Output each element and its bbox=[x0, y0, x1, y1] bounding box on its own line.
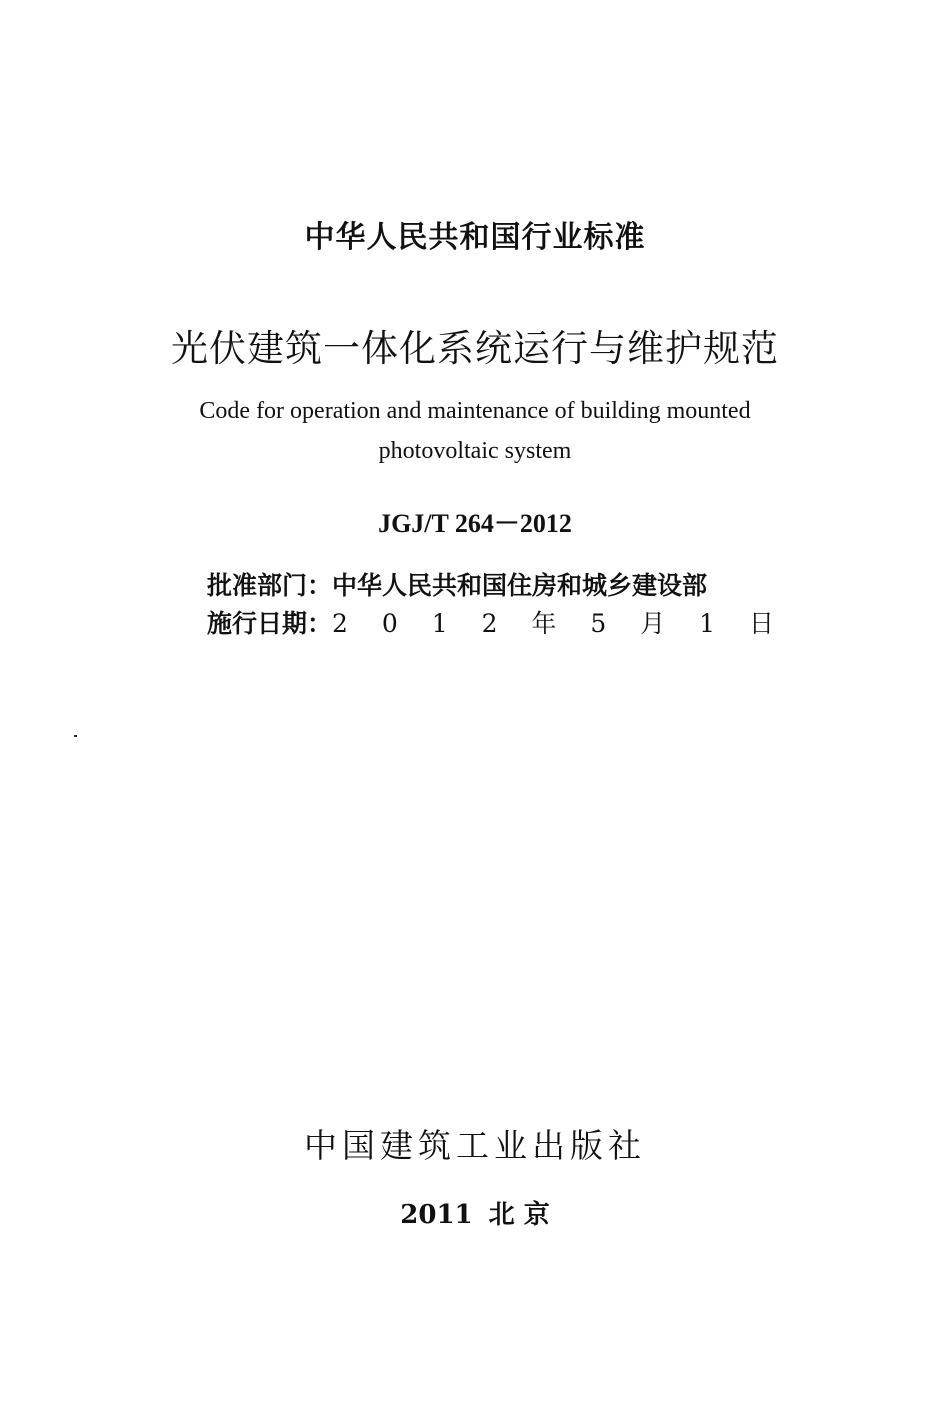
publication-city: 北 京 bbox=[488, 1200, 550, 1230]
standard-series: 中华人民共和国行业标准 bbox=[304, 220, 646, 255]
publication-line bbox=[0, 1194, 950, 1231]
speck-mark bbox=[74, 735, 77, 737]
approval-label: 批准部门： bbox=[207, 571, 333, 600]
effective-date-row bbox=[207, 604, 787, 638]
title-chinese: 光伏建筑一体化系统运行与维护规范 bbox=[171, 327, 779, 370]
title-english-line-2: photovoltaic system bbox=[378, 438, 572, 464]
effective-date-value: 2 0 1 2 年 5 月 1 日 bbox=[332, 609, 788, 638]
publisher: 中国建筑工业出版社 bbox=[304, 1126, 646, 1165]
title-english-line-1: Code for operation and maintenance of building mounted bbox=[199, 398, 751, 424]
approval-row bbox=[207, 566, 707, 600]
approval-value: 中华人民共和国住房和城乡建设部 bbox=[332, 571, 708, 600]
publication-year: 2011 bbox=[400, 1200, 473, 1230]
effective-date-label: 施行日期： bbox=[207, 609, 333, 638]
standard-code: JGJ/T 264－2012 bbox=[378, 509, 572, 538]
